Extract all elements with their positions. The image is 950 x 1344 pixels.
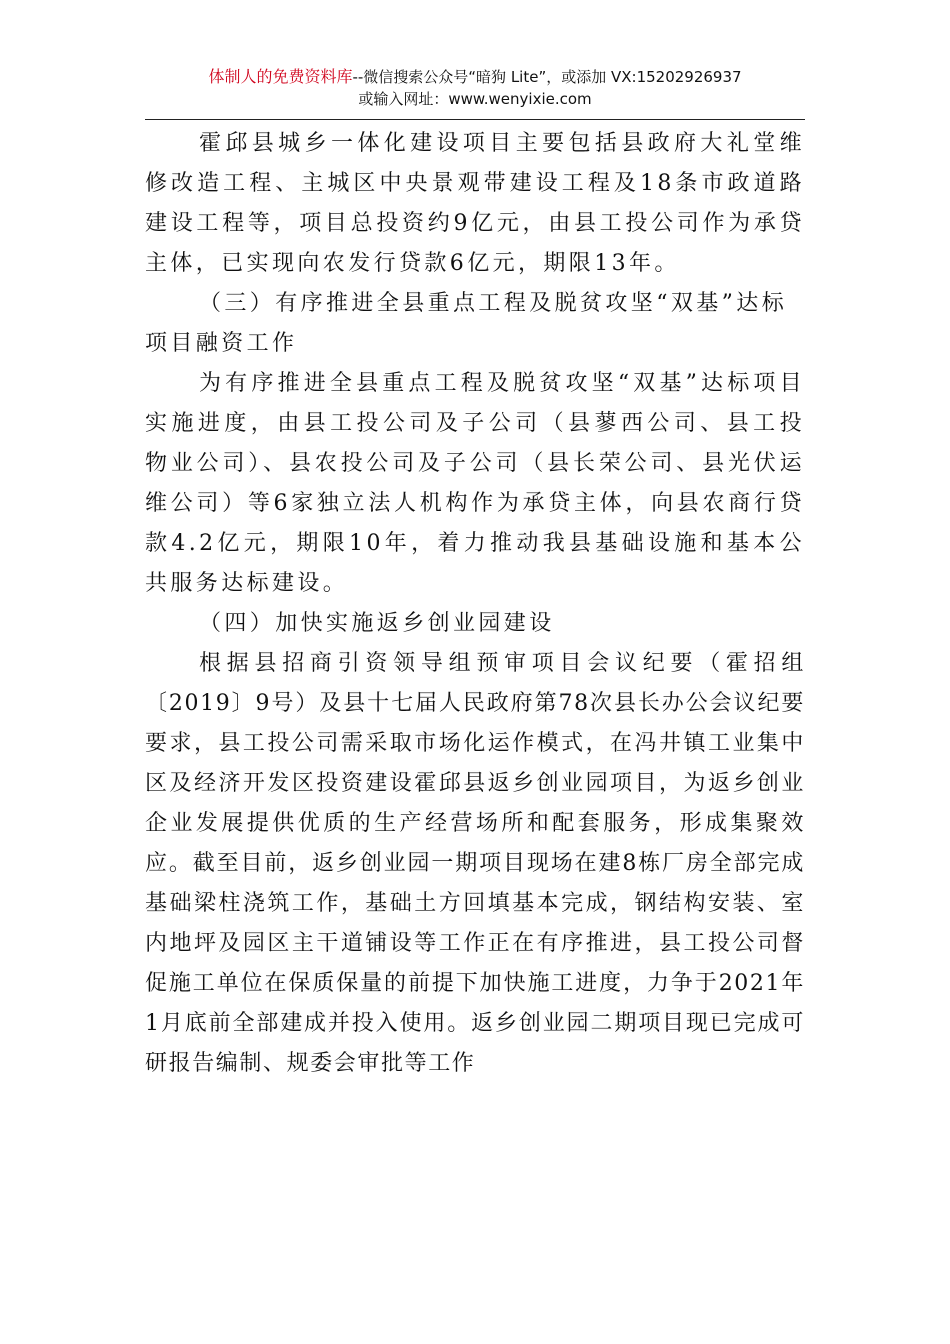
header-url: 或输入网址：www.wenyixie.com <box>358 90 592 108</box>
header-line-1 <box>0 66 950 88</box>
header-brand: 体制人的免费资料库 <box>208 67 353 86</box>
document-body <box>145 124 805 1084</box>
paragraph-startup-park: 根据县招商引资领导组预审项目会议纪要（霍招组〔2019〕9号）及县十七届人民政府第78次县长办公会议纪要要求，县工投公司需采取市场化运作模式，在冯井镇工业集中区及经济开发区投资建设霍邱县返乡创业园项目，为返乡创业企业发展提供优质的生产经营场所和配套服务，形成集聚效应。截至目前，返乡创业园一期项目现场在建8栋厂房全部完成基础梁柱浇筑工作，基础土方回填基本完成，钢结构安装、室内地坪及园区主干道铺设等工作正在有序推进，县工投公司督促施工单位在保质保量的前提下加快施工进度，力争于2021年1月底前全部建成并投入使用。返乡创业园二期项目现已完成可研报告编制、规委会审批等工作 <box>145 651 805 1076</box>
section-heading-3: （三）有序推进全县重点工程及脱贫攻坚“双基”达标项目融资工作 <box>145 291 788 356</box>
paragraph-project-summary: 霍邱县城乡一体化建设项目主要包括县政府大礼堂维修改造工程、主城区中央景观带建设工程及18条市政道路建设工程等，项目总投资约9亿元，由县工投公司作为承贷主体，已实现向农发行贷款6亿元，期限13年。 <box>145 131 805 276</box>
page-header <box>0 66 950 110</box>
section-heading-4: （四）加快实施返乡创业园建设 <box>199 611 555 636</box>
header-divider <box>145 119 805 120</box>
paragraph-financing: 为有序推进全县重点工程及脱贫攻坚“双基”达标项目实施进度，由县工投公司及子公司（县蓼西公司、县工投物业公司）、县农投公司及子公司（县长荣公司、县光伏运维公司）等6家独立法人机构作为承贷主体，向县农商行贷款4.2亿元，期限10年，着力推动我县基础设施和基本公共服务达标建设。 <box>145 371 805 596</box>
header-note: --微信搜索公众号“暗狗 Lite”，或添加 VX:15202926937 <box>352 68 742 86</box>
